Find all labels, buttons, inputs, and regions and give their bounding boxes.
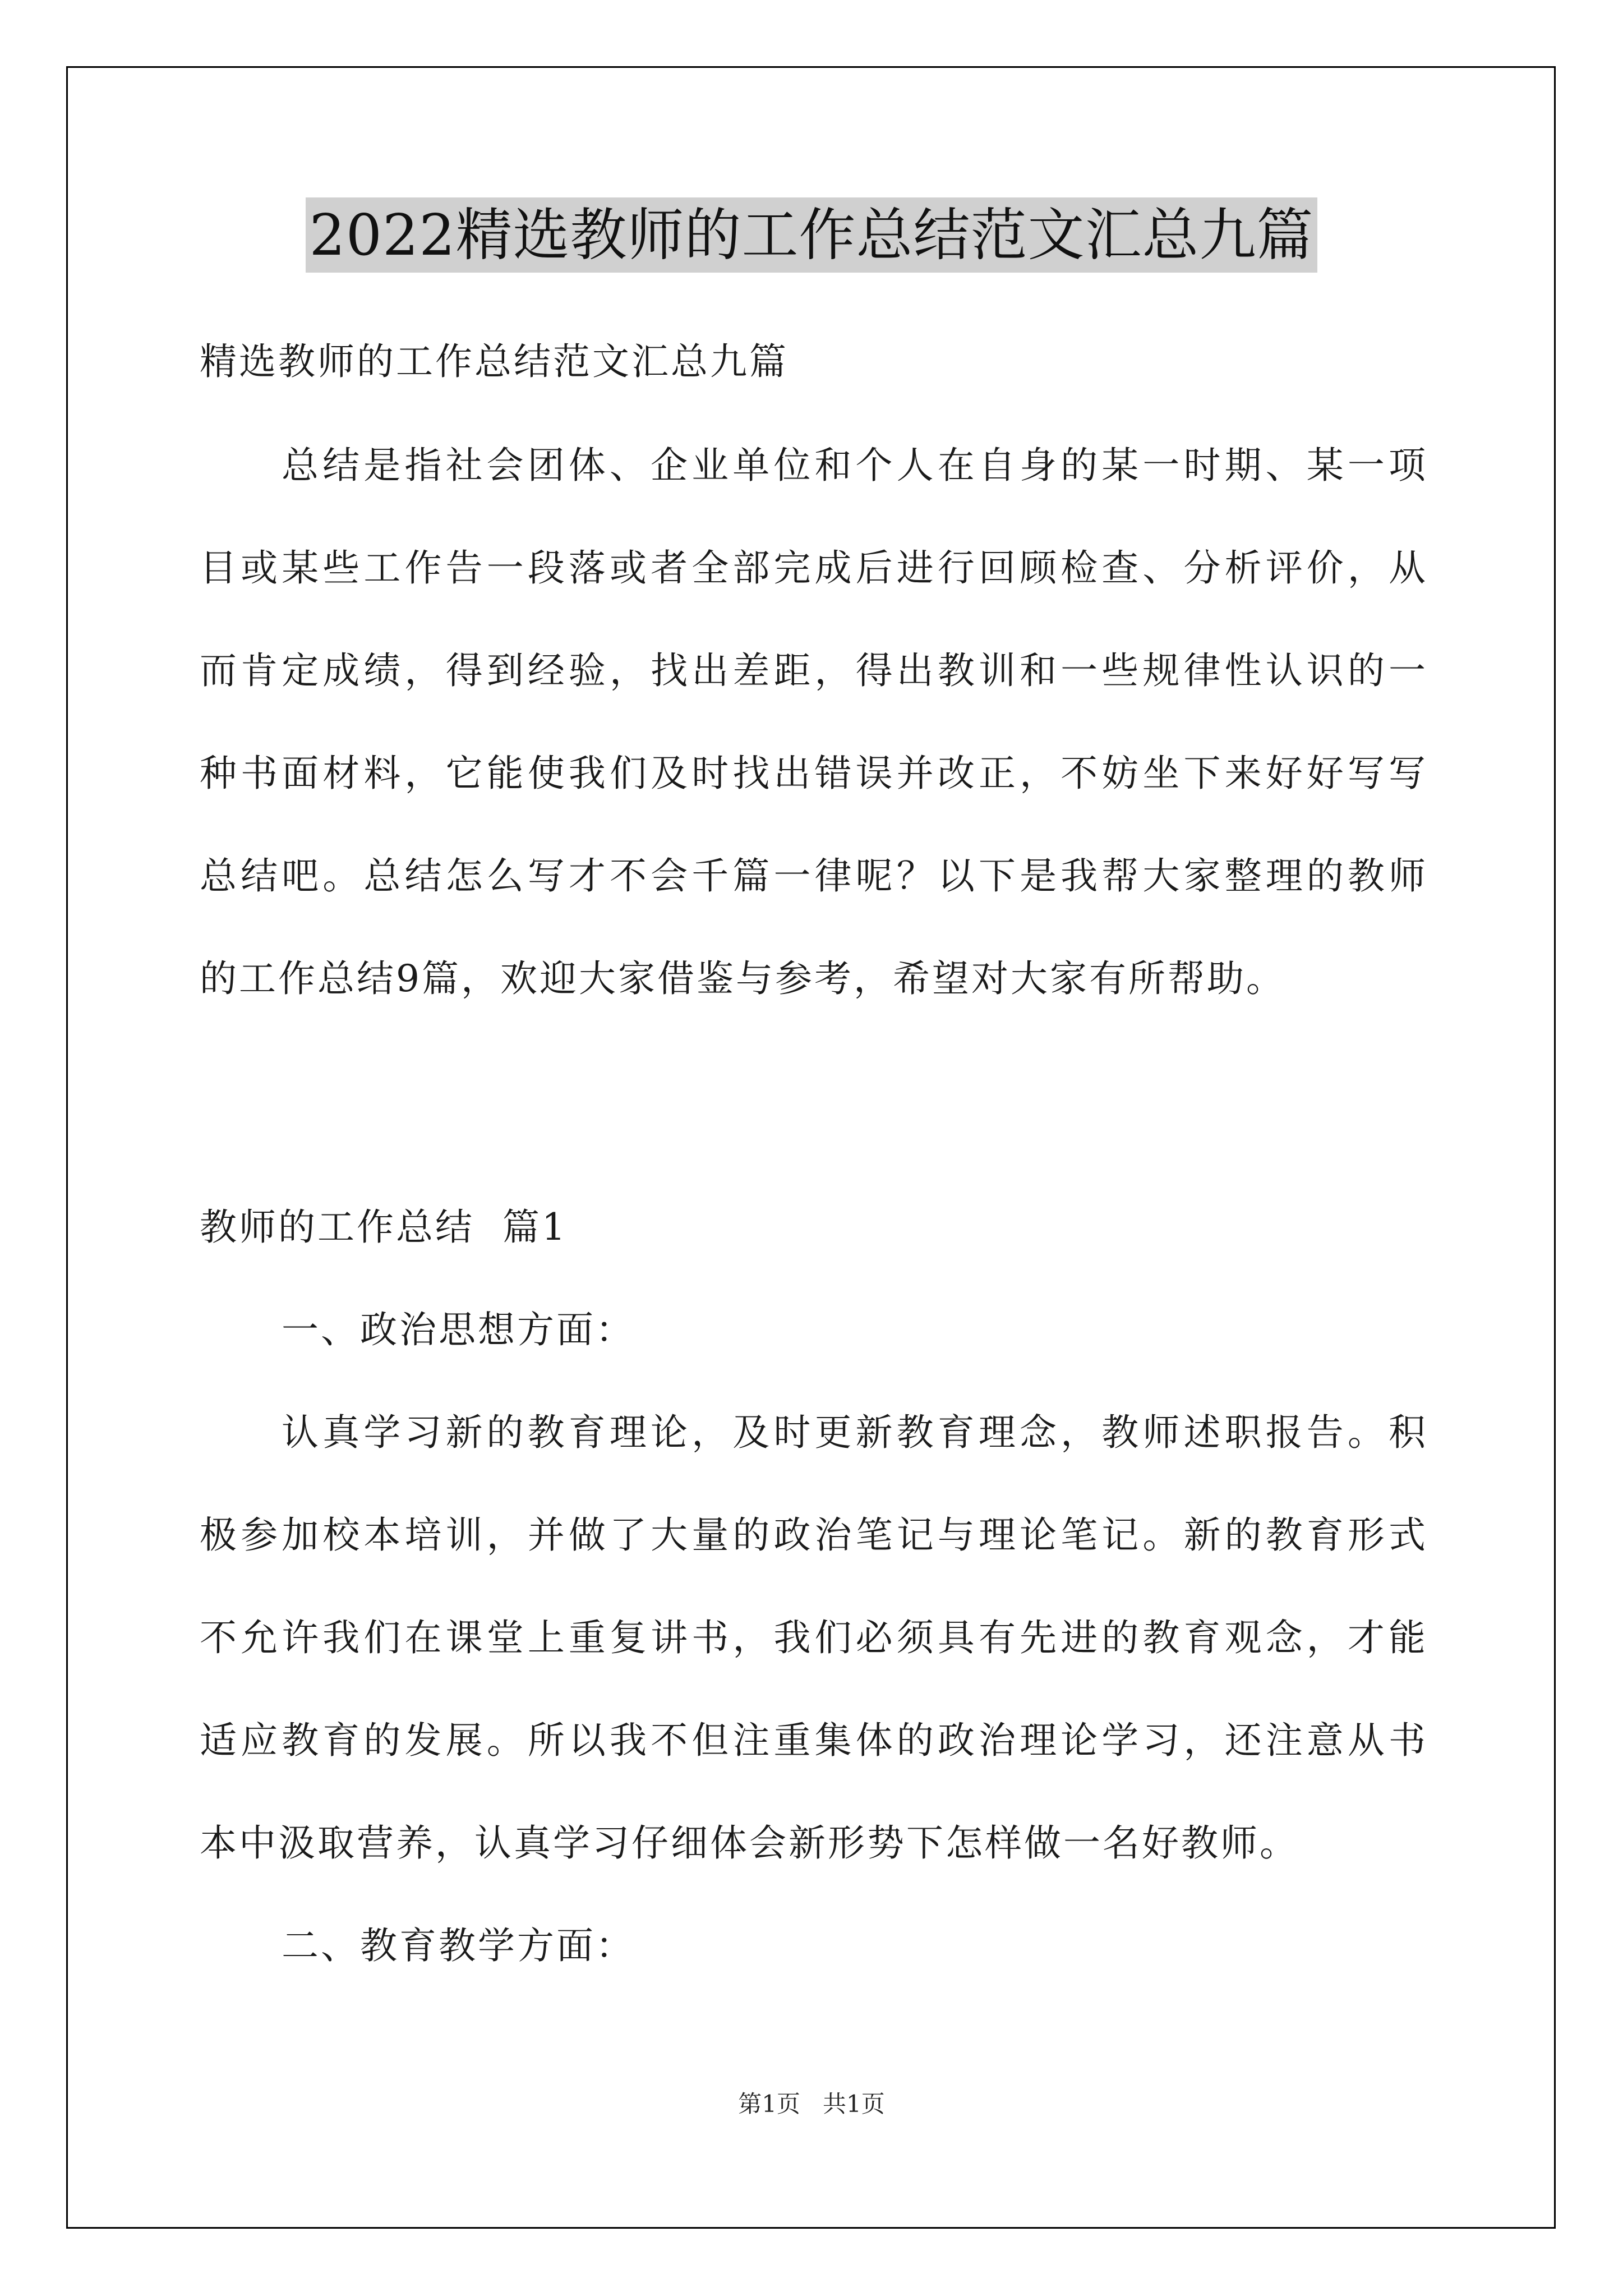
document-title: 2022精选教师的工作总结范文汇总九篇 [306,197,1317,273]
page-border [66,66,1556,2229]
body-line: 极参加校本培训，并做了大量的政治笔记与理论笔记。新的教育形式 [200,1513,1428,1557]
page-number: 第1页 共1页 [738,2090,885,2118]
title-container [0,197,1623,273]
intro-line: 目或某些工作告一段落或者全部完成后进行回顾检查、分析评价，从 [200,546,1428,590]
subheading-teaching: 二、教育教学方面： [282,1924,635,1967]
subheading-politics: 一、政治思想方面： [282,1308,635,1351]
intro-line: 的工作总结9篇，欢迎大家借鉴与参考，希望对大家有所帮助。 [200,957,1285,1000]
body-line: 认真学习新的教育理论，及时更新教育理念，教师述职报告。积 [282,1411,1428,1454]
body-line: 本中汲取营养，认真学习仔细体会新形势下怎样做一名好教师。 [200,1821,1299,1865]
section-heading: 教师的工作总结 篇1 [200,1205,568,1249]
body-line: 不允许我们在课堂上重复讲书，我们必须具有先进的教育观念，才能 [200,1616,1428,1659]
intro-line: 总结吧。总结怎么写才不会千篇一律呢？以下是我帮大家整理的教师 [200,854,1428,898]
document-subtitle: 精选教师的工作总结范文汇总九篇 [200,340,789,383]
intro-line: 而肯定成绩，得到经验，找出差距，得出教训和一些规律性认识的一 [200,649,1428,692]
body-line: 适应教育的发展。所以我不但注重集体的政治理论学习，还注意从书 [200,1719,1428,1762]
page-footer [0,2086,1623,2119]
intro-line: 种书面材料，它能使我们及时找出错误并改正，不妨坐下来好好写写 [200,752,1428,795]
intro-line: 总结是指社会团体、企业单位和个人在自身的某一时期、某一项 [282,444,1428,487]
